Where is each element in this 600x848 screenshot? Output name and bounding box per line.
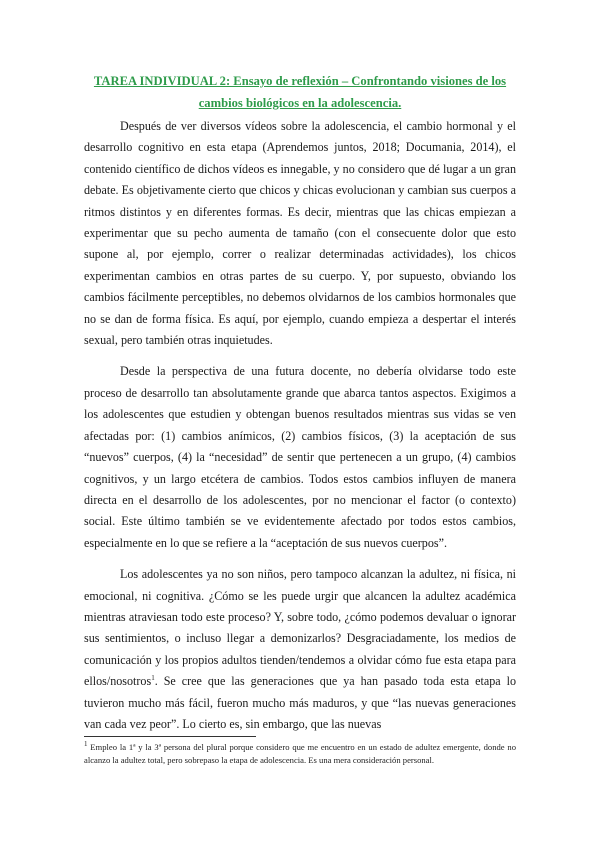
essay-body — [84, 116, 516, 745]
page-title: TAREA INDIVIDUAL 2: Ensayo de reflexión – Confrontando visiones de los cambios biológicos en la adolescencia. — [93, 74, 507, 110]
footnote-number: 1 — [84, 740, 88, 749]
footnote — [84, 741, 516, 767]
paragraph-3 — [84, 564, 516, 735]
footnote-divider — [84, 736, 256, 737]
paragraph-3-part-2: . Se cree que las generaciones que ya han pasado toda esta etapa lo tuvieron mucho más fácil, fueron mucho más maduros, y que “las nuevas generaciones van cada vez peor”. Lo cierto es, sin embargo, que las nuevas — [84, 674, 516, 731]
paragraph-2: Desde la perspectiva de una futura docente, no debería olvidarse todo este proceso de desarrollo tan absolutamente grande que abarca tantos aspectos. Exigimos a los adolescentes que estudien y obtengan buenos resultados mientras sus vidas se ven afectadas por: (1) cambios anímicos, (2) cambios físicos, (3) la aceptación de sus “nuevos” cuerpos, (4) la “necesidad” de sentir que pertenecen a un grupo, (4) cambios cognitivos, y un largo etcétera de cambios. Todos estos cambios influyen de manera directa en el desarrollo de los adolescentes, por no mencionar el factor (o contexto) social. Este último también se ve evidentemente afectado por todos estos cambios, especialmente en lo que se refiere a la “aceptación de sus nuevos cuerpos”. — [84, 364, 516, 550]
paragraph-3-part-1: Los adolescentes ya no son niños, pero tampoco alcanzan la adultez, ni física, ni emocional, ni cognitiva. ¿Cómo se les puede urgir que alcancen la adultez académica mientras atraviesan todo este proceso? Y, sobre todo, ¿cómo podemos devaluar o ignorar sus sentimientos, o incluso llegar a demonizarlos? Desgraciadamente, los medios de comunicación y los propios adultos tienden/tendemos a olvidar cómo fue esta etapa para ellos/nosotros — [84, 567, 516, 689]
paragraph-1: Después de ver diversos vídeos sobre la adolescencia, el cambio hormonal y el desarrollo cognitivo en esta etapa (Aprendemos juntos, 2018; Documania, 2014), el contenido científico de dichos vídeos es innegable, y no considero que dé lugar a un gran debate. Es objetivamente cierto que chicos y chicas evolucionan y cambian sus cuerpos a ritmos distintos y en diferentes formas. Es decir, mientras que las chicas empiezan a experimentar que su pecho aumenta de tamaño (con el consecuente dolor que esto supone al, por ejemplo, correr o realizar determinadas actividades), los chicos experimentan cambios en otras partes de su cuerpo. Y, por supuesto, obviando los cambios fácilmente perceptibles, no debemos olvidarnos de los cambios hormonales que no se dan de forma física. Es aquí, por ejemplo, cuando empieza a despertar el interés sexual, pero también otras inquietudes. — [84, 119, 516, 348]
footnote-text: Empleo la 1ª y la 3ª persona del plural porque considero que me encuentro en un estado de adultez emergente, donde no alcanzo la adultez total, pero sobrepaso la etapa de adolescencia. Es una mera consideración personal. — [84, 742, 516, 766]
footnote-reference: 1 — [151, 674, 155, 683]
